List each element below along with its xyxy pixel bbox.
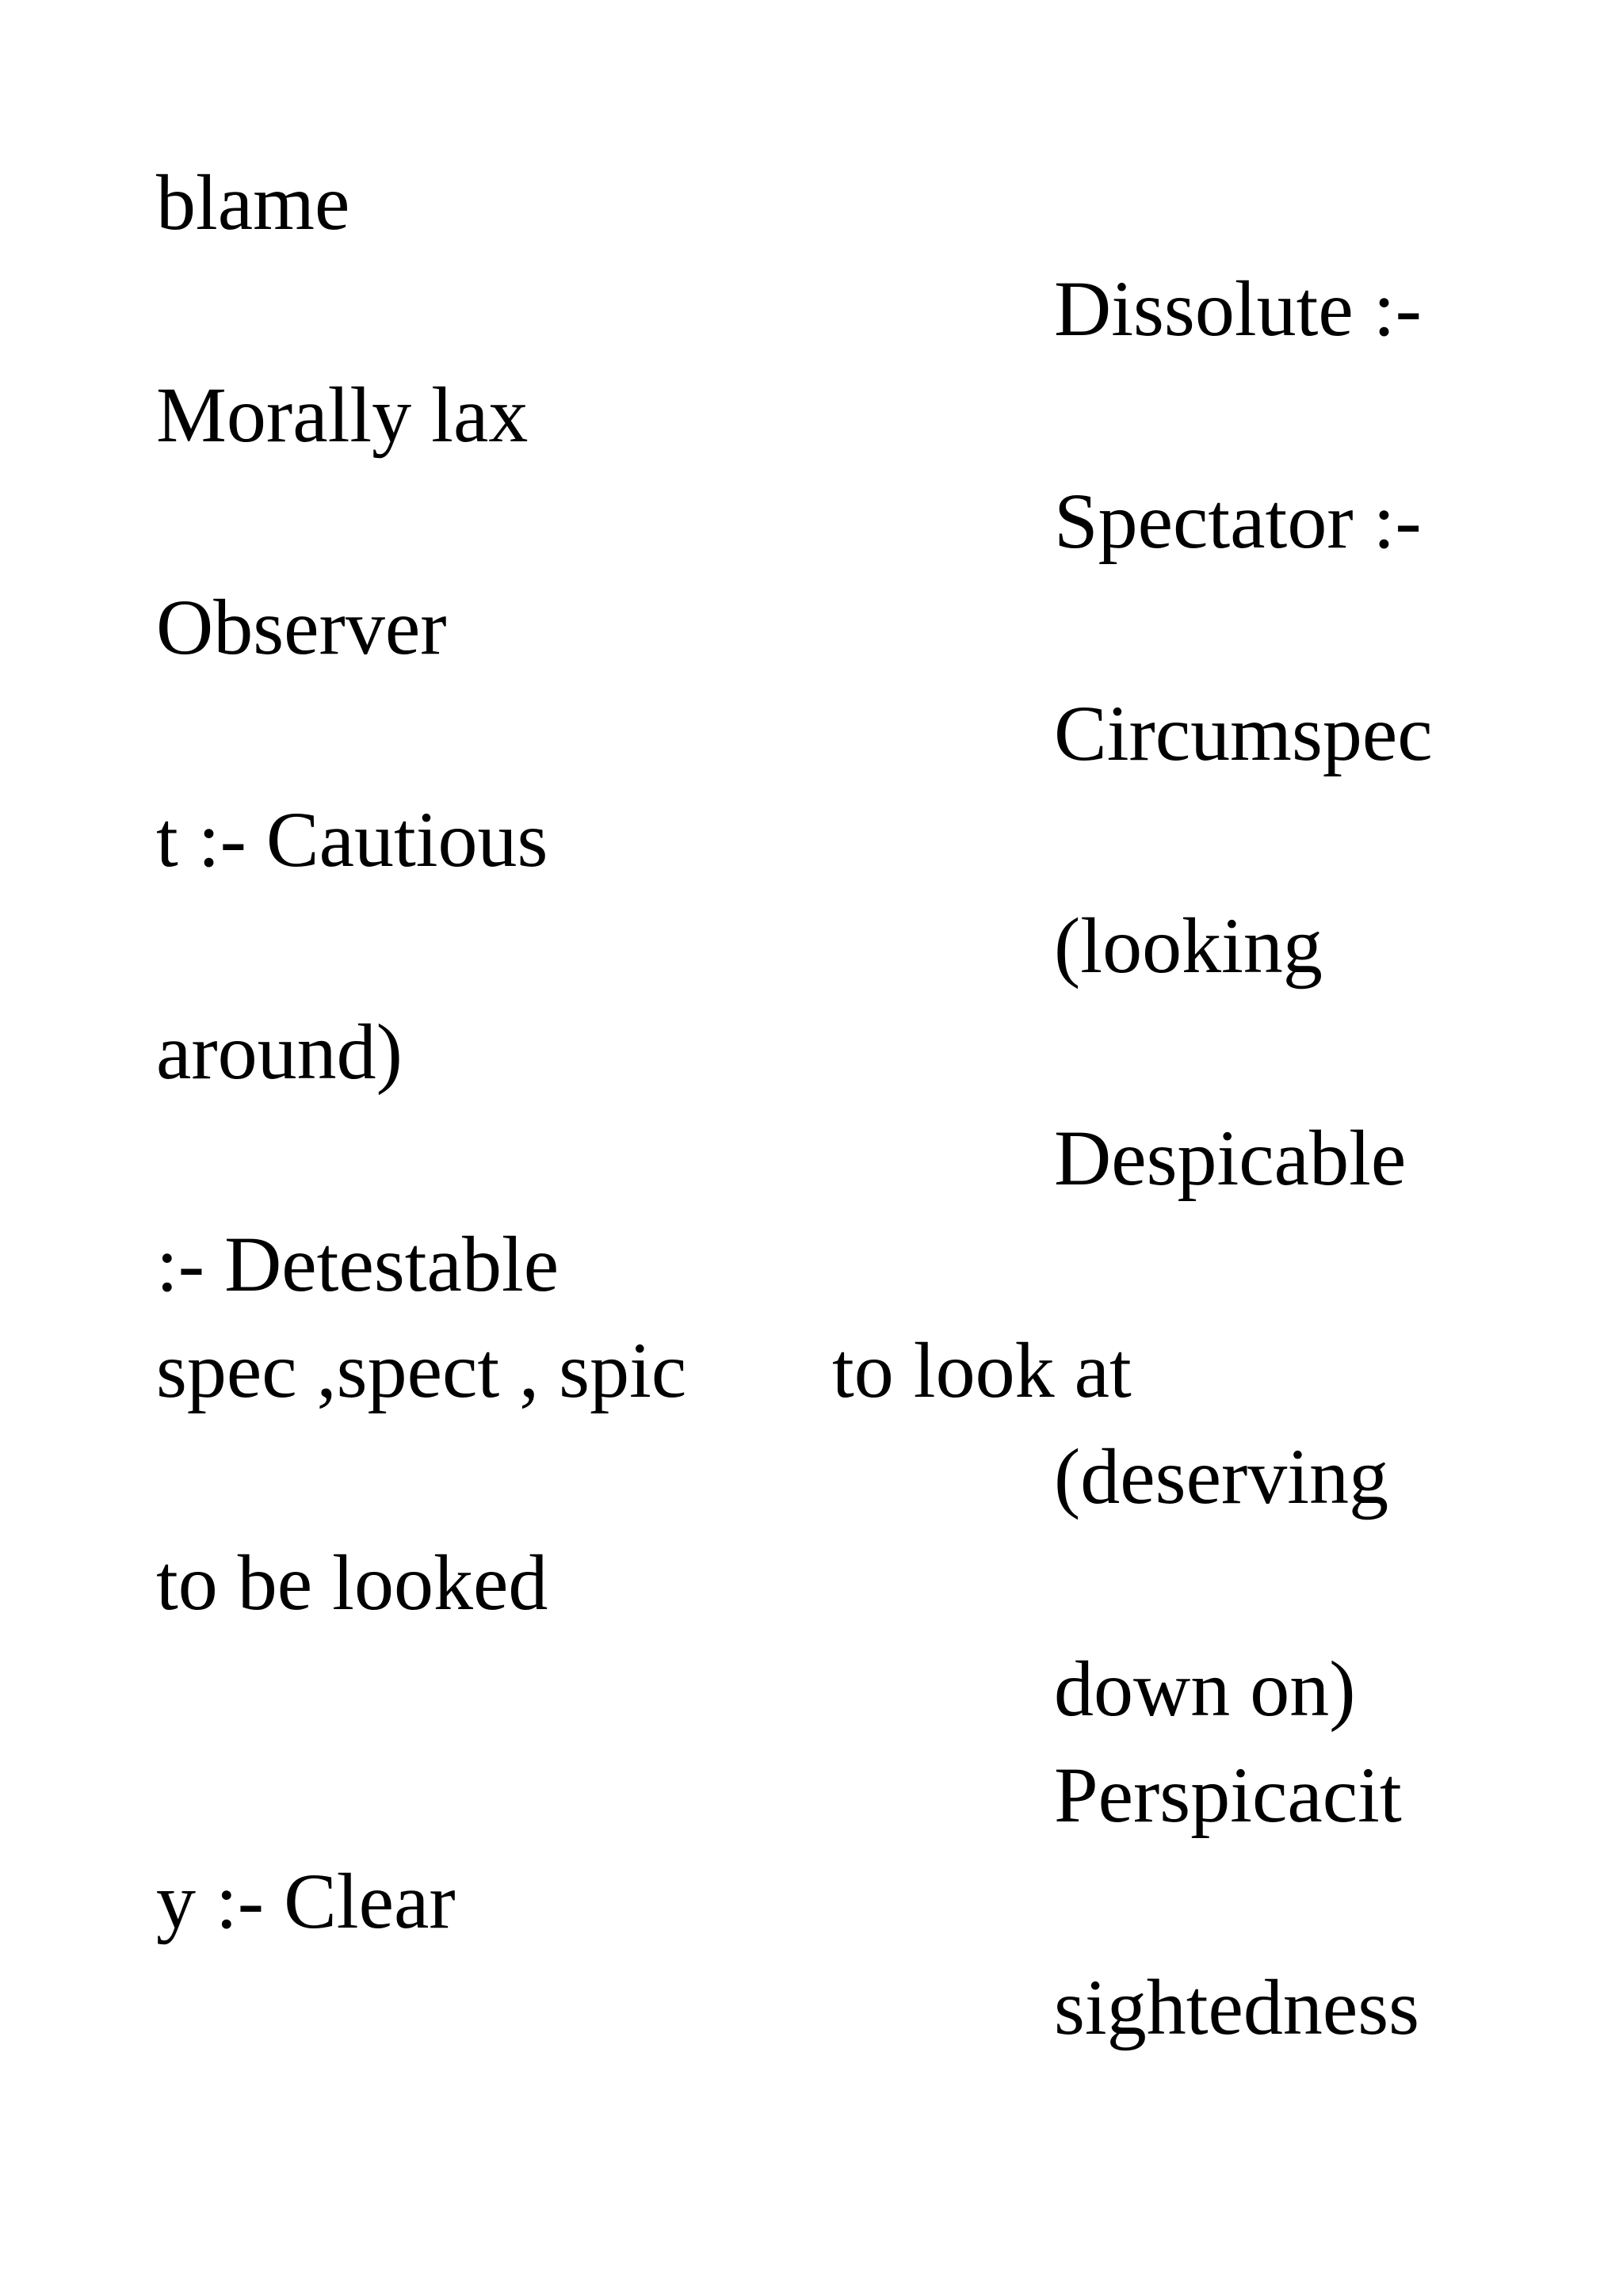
text-line-perspicacit: Perspicacit (1054, 1751, 1402, 1839)
text-line-down-on: down on) (1054, 1645, 1356, 1733)
text-line-detestable: :- Detestable (156, 1220, 559, 1308)
text-line-spectator: Spectator :- (1054, 477, 1422, 565)
text-line-observer: Observer (156, 583, 447, 671)
text-line-root-spec: spec ,spect , spic (156, 1326, 687, 1414)
text-line-circumspec: Circumspec (1054, 689, 1433, 777)
text-line-looking: (looking (1054, 902, 1323, 990)
text-line-blame: blame (156, 158, 350, 246)
text-line-cautious: t :- Cautious (156, 795, 548, 883)
text-line-morally-lax: Morally lax (156, 371, 529, 459)
text-line-clear: y :- Clear (156, 1857, 456, 1945)
text-line-root-meaning: to look at (832, 1326, 1132, 1414)
text-line-deserving: (deserving (1054, 1432, 1389, 1520)
text-line-sightedness: sightedness (1054, 1963, 1420, 2051)
text-line-despicable: Despicable (1054, 1114, 1407, 1202)
text-line-to-be-looked: to be looked (156, 1539, 548, 1627)
text-line-around: around) (156, 1008, 403, 1096)
text-line-dissolute: Dissolute :- (1054, 265, 1422, 353)
